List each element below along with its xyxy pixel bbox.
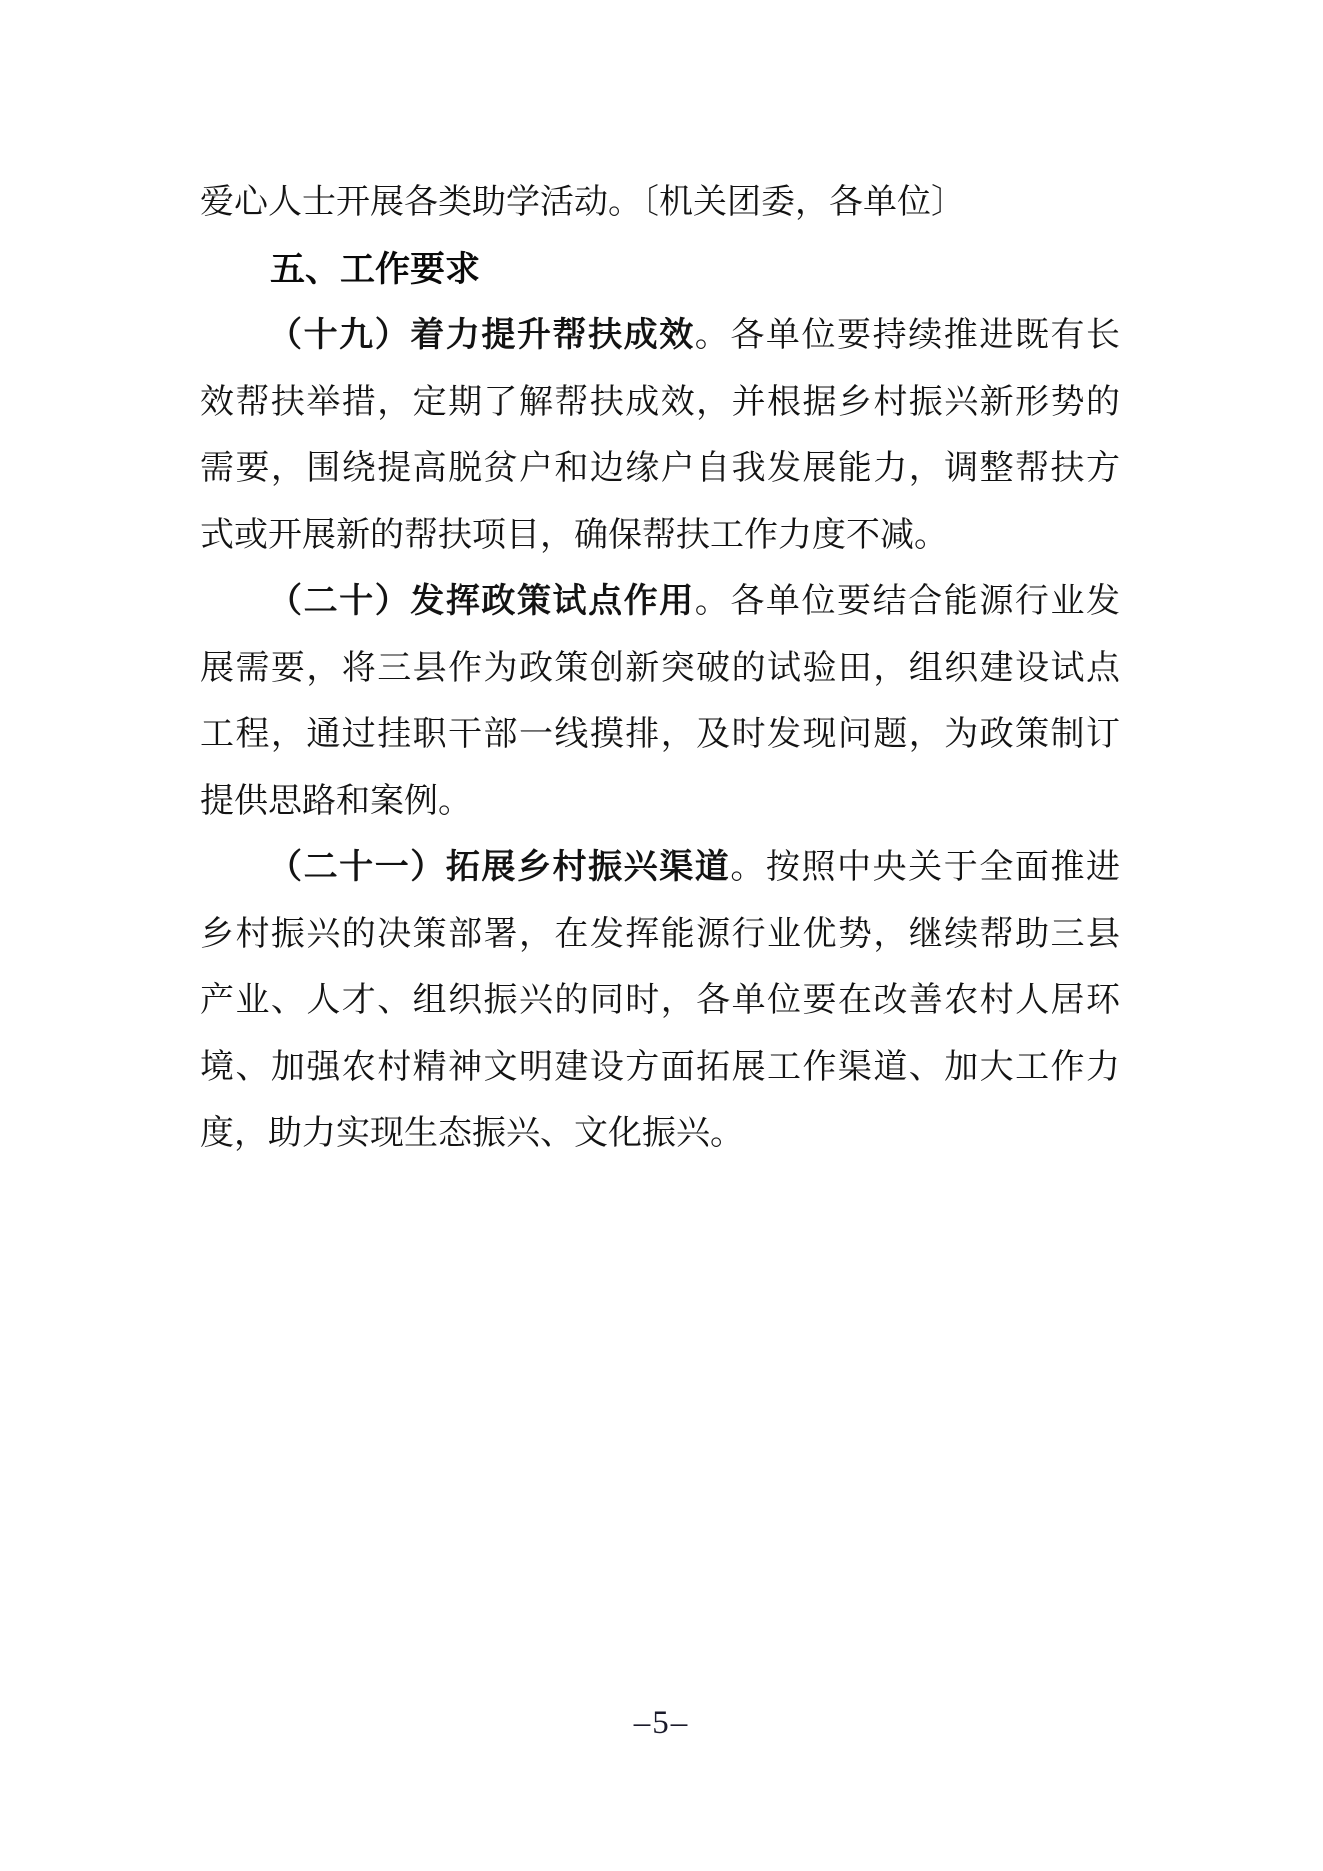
text-line xyxy=(200,436,1120,503)
text-line xyxy=(200,968,1120,1035)
text-line xyxy=(200,769,1120,836)
line-text: 效帮扶举措，定期了解帮扶成效，并根据乡村振兴新形势的 xyxy=(200,383,1120,421)
line-text: 乡村振兴的决策部署，在发挥能源行业优势，继续帮助三县 xyxy=(200,915,1120,953)
text-line xyxy=(200,835,1120,902)
line-text: 。各单位要持续推进既有长 xyxy=(694,317,1121,354)
text-line xyxy=(200,902,1120,969)
line-text: 提供思路和案例。 xyxy=(200,782,472,820)
text-line xyxy=(200,1035,1120,1102)
text-line xyxy=(200,636,1120,703)
line-text: 工程，通过挂职干部一线摸排，及时发现问题，为政策制订 xyxy=(200,716,1120,753)
line-text: 。各单位要结合能源行业发 xyxy=(694,583,1121,620)
paragraph-lead-bold: （二十）发挥政策试点作用 xyxy=(268,583,695,620)
line-text: 境、加强农村精神文明建设方面拓展工作渠道、加大工作力 xyxy=(200,1048,1120,1086)
page-number: –5– xyxy=(633,1705,690,1741)
text-line xyxy=(200,503,1120,570)
line-text: 产业、人才、组织振兴的同时，各单位要在改善农村人居环 xyxy=(200,982,1120,1019)
document-body xyxy=(200,170,1120,1168)
line-text: 爱心人士开展各类助学活动。〔机关团委，各单位〕 xyxy=(200,184,965,221)
section-heading-text: 五、工作要求 xyxy=(270,249,481,289)
section-heading xyxy=(200,237,1120,304)
paragraph-lead-bold: （二十一）拓展乡村振兴渠道 xyxy=(268,849,731,886)
paragraph-lead-bold: （十九）着力提升帮扶成效 xyxy=(268,317,695,354)
line-text: 。按照中央关于全面推进 xyxy=(730,849,1121,886)
text-line-continuation xyxy=(200,170,1120,237)
text-line xyxy=(200,702,1120,769)
text-line xyxy=(200,370,1120,437)
text-line xyxy=(200,303,1120,370)
line-text: 度，助力实现生态振兴、文化振兴。 xyxy=(200,1115,744,1152)
line-text: 式或开展新的帮扶项目，确保帮扶工作力度不减。 xyxy=(200,516,948,554)
text-line xyxy=(200,1101,1120,1168)
line-text: 需要，围绕提高脱贫户和边缘户自我发展能力，调整帮扶方 xyxy=(200,450,1120,487)
line-text: 展需要，将三县作为政策创新突破的试验田，组织建设试点 xyxy=(200,649,1120,687)
text-line xyxy=(200,569,1120,636)
